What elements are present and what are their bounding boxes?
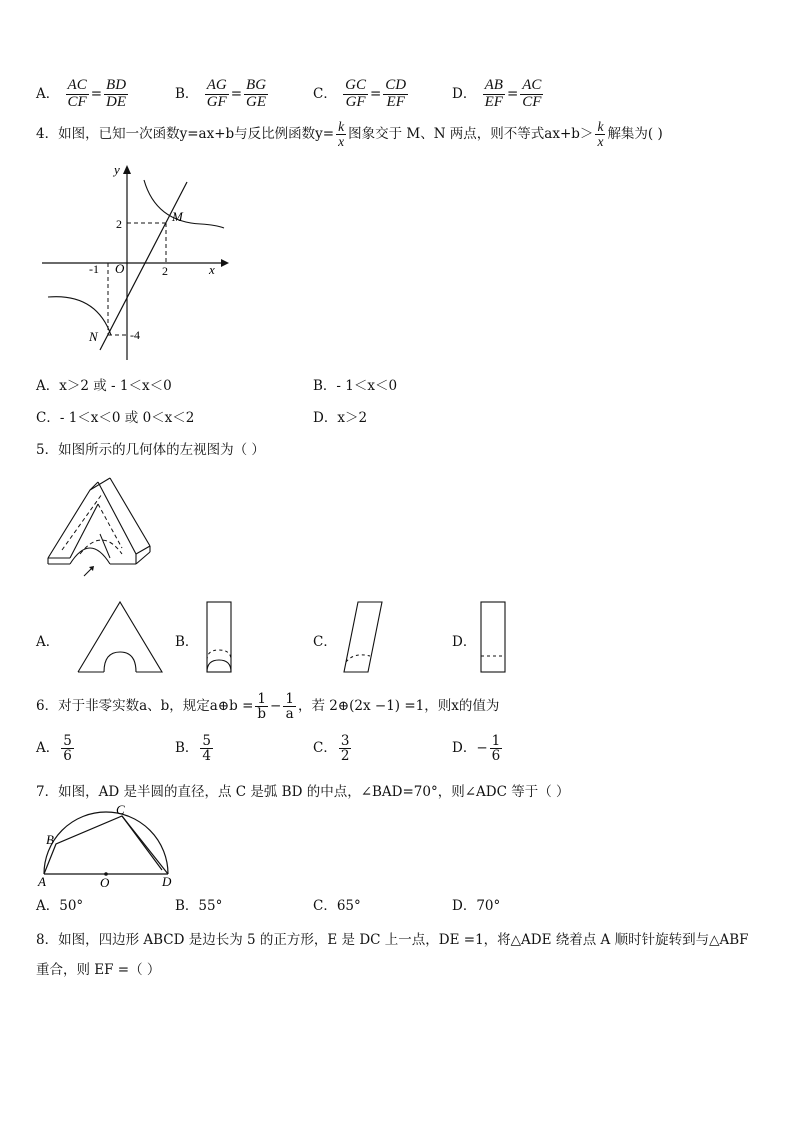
q3-option-b: B． $\frac{AG}{GF}$ = $\frac{BG}{GE}$: [175, 77, 267, 110]
fraction: $\frac{1}{b}$: [257, 691, 267, 723]
origin-label: O: [115, 261, 125, 276]
q5-option-d-label: D．: [452, 634, 477, 650]
q8-question-line2: 重合，则 EF =（ ）: [36, 962, 161, 978]
semicircle-arc: [44, 812, 168, 874]
tick-label-2x: 2: [162, 264, 168, 278]
q7-semicircle-figure: [36, 800, 178, 888]
q5-option-c-label: C．: [313, 634, 337, 650]
label-c: C: [116, 802, 125, 817]
fraction: $\frac{GC}{GF}$: [345, 77, 366, 110]
fraction: $\frac{5}{6}$: [63, 733, 72, 765]
q6-question: 6．对于非零实数a、b，规定a⊕b = $\frac{1}{b}$ − $\frac{1}{a}$ ，若 2⊕(2x −1) =1，则x的值为: [36, 691, 500, 723]
q7-option-a: A．50°: [36, 898, 84, 914]
fraction: $\frac{1}{a}$: [285, 691, 294, 723]
label-o: O: [100, 875, 110, 888]
fraction: $\frac{BD}{DE}$: [106, 77, 127, 110]
q4-question: 4．如图，已知一次函数y=ax+b与反比例函数y= $\frac{k}{x}$ 图象交于 M、N 两点，则不等式ax+b＞ $\frac{k}{x}$ 解集为( ): [36, 119, 663, 150]
fraction: $\frac{k}{x}$: [597, 119, 604, 150]
q6-option-d: D．− $\frac{1}{6}$: [452, 733, 501, 765]
q8-question-line1: 8．如图，四边形 ABCD 是边长为 5 的正方形，E 是 DC 上一点，DE =1，将△ADE 绕着点 A 顺时针旋转到与△ABF: [36, 932, 749, 948]
x-axis-arrow-icon: [221, 259, 229, 267]
fraction: $\frac{BG}{GE}$: [246, 77, 267, 110]
linear-function-line: [100, 182, 187, 350]
q3-option-c: C． $\frac{GC}{GF}$ = $\frac{CD}{EF}$: [313, 77, 407, 110]
fraction: $\frac{1}{6}$: [491, 733, 501, 765]
q7-question: 7．如图，AD 是半圆的直径，点 C 是弧 BD 的中点，∠BAD=70°，则∠ADC 等于（ ）: [36, 784, 570, 800]
fraction: $\frac{AB}{EF}$: [484, 77, 503, 110]
q4-graph: [36, 160, 236, 365]
q5-option-b-label: B．: [175, 634, 199, 650]
option-label: C．: [313, 85, 337, 102]
fraction: $\frac{5}{4}$: [202, 733, 212, 765]
label-a: A: [38, 874, 46, 888]
q6-option-c: C． $\frac{3}{2}$: [313, 733, 350, 765]
q5-option-c-figure: [340, 600, 390, 676]
q7-option-d: D．70°: [452, 898, 501, 914]
q7-option-c: C．65°: [313, 898, 361, 914]
label-d: D: [162, 874, 172, 888]
tick-label-m4: -4: [130, 328, 140, 342]
y-axis-label: y: [114, 162, 120, 177]
option-label: A．: [36, 85, 60, 102]
option-label: B．: [175, 85, 199, 102]
y-axis-arrow-icon: [123, 165, 131, 174]
q7-option-b: B．55°: [175, 898, 223, 914]
fraction: $\frac{AC}{CF}$: [67, 77, 87, 110]
q3-option-d: D． $\frac{AB}{EF}$ = $\frac{AC}{CF}$: [452, 77, 542, 110]
view-arrow-icon: [84, 568, 92, 576]
q5-option-a-figure: [74, 598, 166, 676]
q5-option-d-figure: [478, 600, 510, 676]
q5-option-a-label: A．: [36, 634, 60, 650]
x-axis-label: x: [209, 262, 215, 277]
q4-option-c: C．- 1＜x＜0 或 0＜x＜2: [36, 410, 195, 426]
q4-option-b: B．- 1＜x＜0: [313, 378, 398, 394]
q4-option-d: D．x＞2: [313, 410, 368, 426]
q3-option-a: A． $\frac{AC}{CF}$ = $\frac{BD}{DE}$: [36, 77, 127, 110]
hyperbola-branch-2: [48, 297, 111, 335]
point-m-label: M: [172, 209, 183, 224]
fraction: $\frac{AG}{GF}$: [206, 77, 227, 110]
option-label: D．: [452, 85, 477, 102]
fraction: $\frac{k}{x}$: [338, 119, 345, 150]
q5-question: 5．如图所示的几何体的左视图为（ ）: [36, 442, 265, 458]
fraction: $\frac{AC}{CF}$: [522, 77, 542, 110]
q5-solid-figure: [40, 474, 160, 579]
q5-option-b-figure: [204, 600, 236, 676]
q4-option-a: A．x＞2 或 - 1＜x＜0: [36, 378, 172, 394]
tick-label-2y: 2: [116, 217, 122, 231]
fraction: $\frac{3}{2}$: [340, 733, 350, 765]
point-n-label: N: [89, 329, 98, 344]
q6-option-b: B． $\frac{5}{4}$: [175, 733, 212, 765]
fraction: $\frac{CD}{EF}$: [385, 77, 407, 110]
q6-option-a: A． $\frac{5}{6}$: [36, 733, 72, 765]
label-b: B: [46, 832, 54, 847]
tick-label-m1: -1: [89, 262, 99, 276]
